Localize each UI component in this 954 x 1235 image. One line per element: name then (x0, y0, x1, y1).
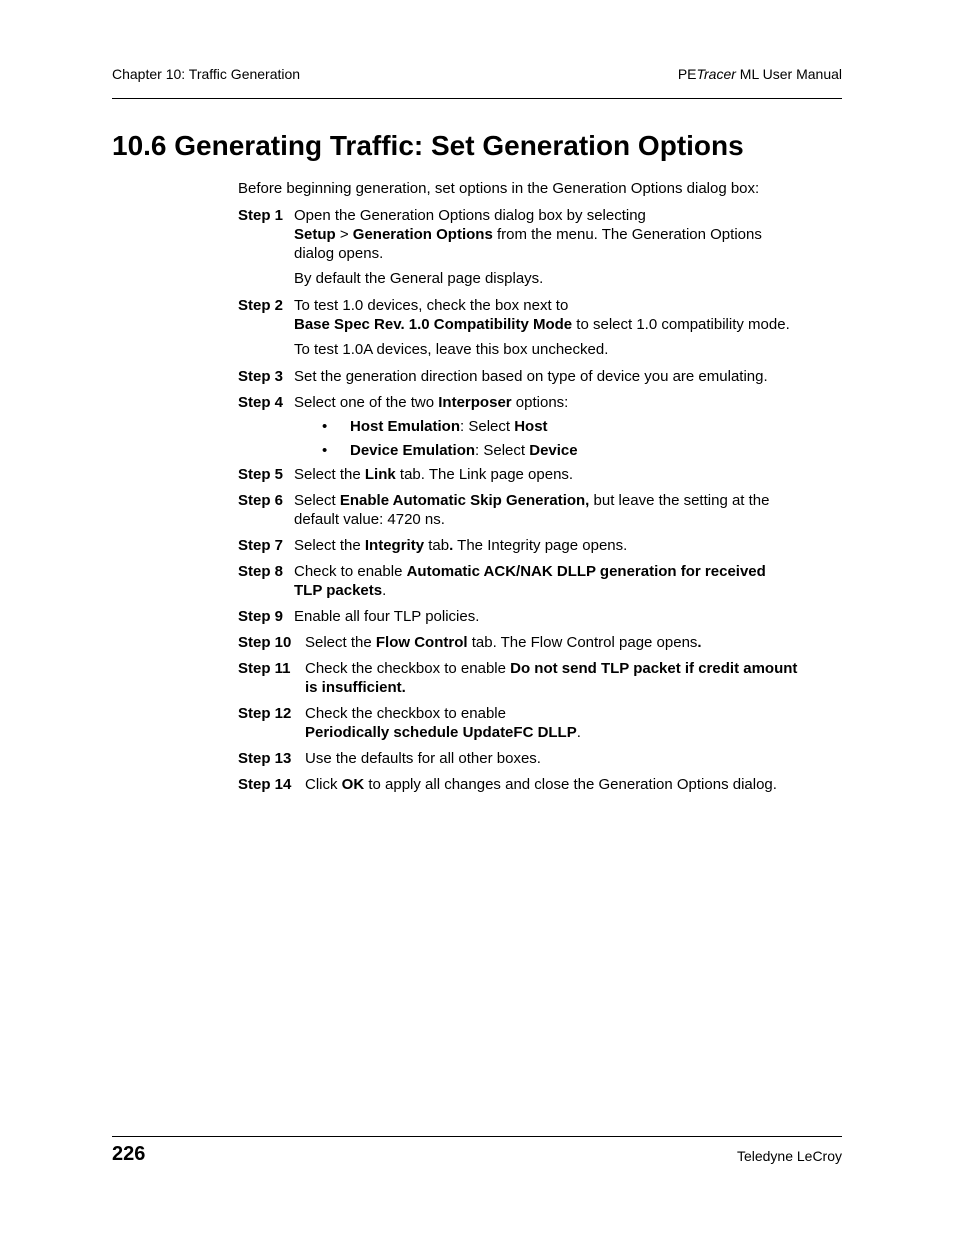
step-4 (238, 393, 798, 412)
step-text: Open the Generation Options dialog box by selecting Setup > Generation Options from the menu. The Generation Options dialog opens. (294, 207, 762, 262)
step-text: Check the checkbox to enable Periodically schedule UpdateFC DLLP. (305, 705, 581, 741)
step-14 (238, 775, 798, 794)
step-label: Step 4 (238, 394, 284, 411)
step-10 (238, 633, 798, 652)
step-8 (238, 562, 798, 600)
step-text: Select the Flow Control tab. The Flow Control page opens. (305, 634, 702, 651)
step-label: Step 13 (238, 750, 292, 767)
step-note: To test 1.0A devices, leave this box unchecked. (294, 341, 609, 358)
step-label: Step 3 (238, 368, 284, 385)
step-label: Step 10 (238, 634, 292, 651)
step-text: Check to enable Automatic ACK/NAK DLLP generation for received TLP packets. (294, 563, 766, 599)
step-label: Step 12 (238, 705, 292, 722)
step-text: Set the generation direction based on type of device you are emulating. (294, 368, 768, 385)
step-2 (238, 296, 798, 334)
step-text: Select the Integrity tab. The Integrity page opens. (294, 537, 628, 554)
footer-company: Teledyne LeCroy (736, 1148, 842, 1164)
bullet-item: • Device Emulation: Select Device (294, 441, 798, 460)
step-6 (238, 491, 798, 529)
step-13 (238, 749, 798, 768)
step-label: Step 6 (238, 492, 284, 509)
bullet-list (294, 417, 798, 460)
step-7 (238, 536, 798, 555)
step-1 (238, 206, 798, 263)
step-text: Enable all four TLP policies. (294, 608, 480, 625)
step-label: Step 14 (238, 776, 292, 793)
step-text: Use the defaults for all other boxes. (305, 750, 541, 767)
intro-paragraph: Before beginning generation, set options in the Generation Options dialog box: (238, 180, 760, 197)
step-9 (238, 607, 798, 626)
footer-rule (112, 1136, 842, 1137)
step-12 (238, 704, 798, 742)
step-text: Click OK to apply all changes and close the Generation Options dialog. (305, 776, 777, 793)
step-label: Step 7 (238, 537, 284, 554)
page-number: 226 (112, 1143, 146, 1165)
step-11 (238, 659, 798, 697)
step-text: Select the Link tab. The Link page opens. (294, 466, 574, 483)
step-list (238, 206, 798, 801)
running-header-chapter: Chapter 10: Traffic Generation (112, 66, 301, 82)
step-text: To test 1.0 devices, check the box next to Base Spec Rev. 1.0 Compatibility Mode to select 1.0 compatibility mode. (294, 297, 790, 333)
step-label: Step 5 (238, 466, 284, 483)
step-text: Check the checkbox to enable Do not send TLP packet if credit amount is insufficient. (305, 660, 798, 696)
step-label: Step 2 (238, 297, 284, 314)
bullet-glyph: • (322, 418, 328, 435)
step-text: Select one of the two Interposer options: (294, 394, 569, 411)
step-note: By default the General page displays. (294, 270, 544, 287)
header-rule (112, 98, 842, 99)
running-header-manual: PETracer ML User Manual (677, 66, 842, 82)
bullet-item: • Host Emulation: Select Host (294, 417, 798, 436)
step-label: Step 11 (238, 660, 291, 677)
section-title: 10.6 Generating Traffic: Set Generation Options (112, 130, 744, 161)
step-3 (238, 367, 798, 386)
step-label: Step 8 (238, 563, 284, 580)
step-label: Step 9 (238, 608, 284, 625)
step-label: Step 1 (238, 207, 284, 224)
step-text: Select Enable Automatic Skip Generation, but leave the setting at the default value: 4720 ns. (294, 492, 770, 528)
step-5 (238, 465, 798, 484)
bullet-glyph: • (322, 442, 328, 459)
